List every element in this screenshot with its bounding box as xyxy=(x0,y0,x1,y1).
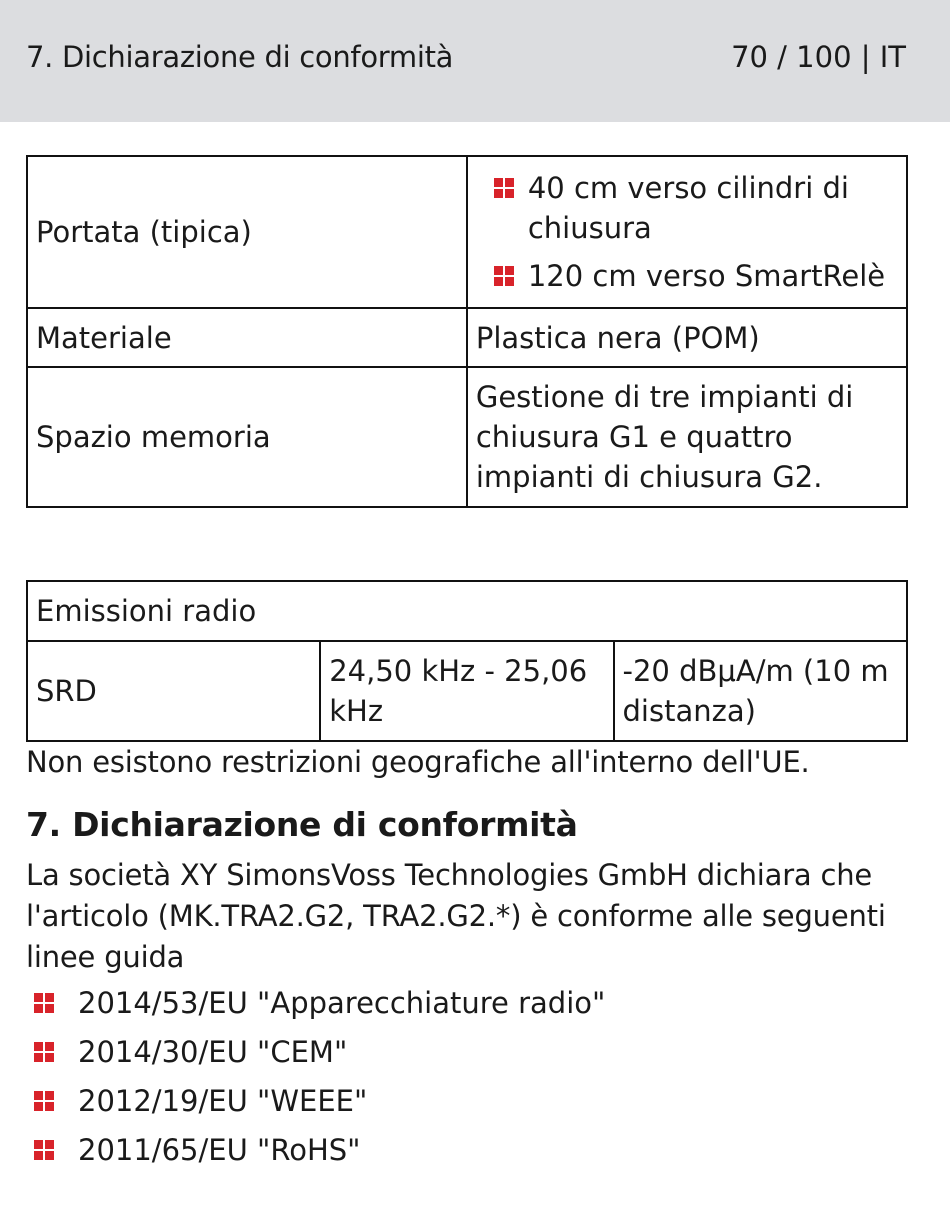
table-row xyxy=(27,641,907,741)
list-item xyxy=(26,1081,906,1130)
memory-value: Gestione di tre impianti di chiusura G1 e quattro impianti di chiusura G2. xyxy=(467,367,907,507)
range-value xyxy=(467,156,907,308)
list-item xyxy=(26,1130,906,1179)
spec-table xyxy=(26,155,908,508)
bullet-icon xyxy=(34,1091,54,1111)
page-header xyxy=(0,0,950,122)
memory-label: Spazio memoria xyxy=(27,367,467,507)
geo-note: Non esistono restrizioni geografiche all'interno dell'UE. xyxy=(26,745,810,779)
directive-text: 2014/30/EU "CEM" xyxy=(78,1035,348,1069)
range-item-text: 120 cm verso SmartRelè xyxy=(527,259,886,293)
radio-header: Emissioni radio xyxy=(27,581,907,641)
range-list xyxy=(476,168,898,296)
bullet-icon xyxy=(34,993,54,1013)
bullet-icon xyxy=(494,178,514,198)
list-item xyxy=(476,168,898,248)
table-row xyxy=(27,581,907,641)
directive-text: 2012/19/EU "WEEE" xyxy=(78,1084,368,1118)
radio-table xyxy=(26,580,908,742)
directive-text: 2014/53/EU "Apparecchiature radio" xyxy=(78,986,606,1020)
directive-list xyxy=(26,983,906,1179)
directive-text: 2011/65/EU "RoHS" xyxy=(78,1133,361,1167)
bullet-icon xyxy=(34,1042,54,1062)
material-label: Materiale xyxy=(27,308,467,367)
list-item xyxy=(26,1032,906,1081)
bullet-icon xyxy=(34,1140,54,1160)
radio-type: SRD xyxy=(27,641,320,741)
table-row xyxy=(27,308,907,367)
header-title: 7. Dichiarazione di conformità xyxy=(26,40,454,74)
range-label: Portata (tipica) xyxy=(27,156,467,308)
list-item xyxy=(476,256,898,296)
range-item-text: 40 cm verso cilindri di chiusura xyxy=(527,171,849,245)
section-title: 7. Dichiarazione di conformità xyxy=(26,805,578,844)
bullet-icon xyxy=(494,266,514,286)
page-number: 70 / 100 | IT xyxy=(731,40,906,74)
table-row xyxy=(27,156,907,308)
table-row xyxy=(27,367,907,507)
list-item xyxy=(26,983,906,1032)
radio-frequency: 24,50 kHz - 25,06 kHz xyxy=(320,641,613,741)
radio-power: -20 dBμA/m (10 m distanza) xyxy=(614,641,907,741)
material-value: Plastica nera (POM) xyxy=(467,308,907,367)
section-intro: La società XY SimonsVoss Technologies GmbH dichiara che l'articolo (MK.TRA2.G2, TRA2.G2.*) è conforme alle seguenti linee guida xyxy=(26,858,886,974)
